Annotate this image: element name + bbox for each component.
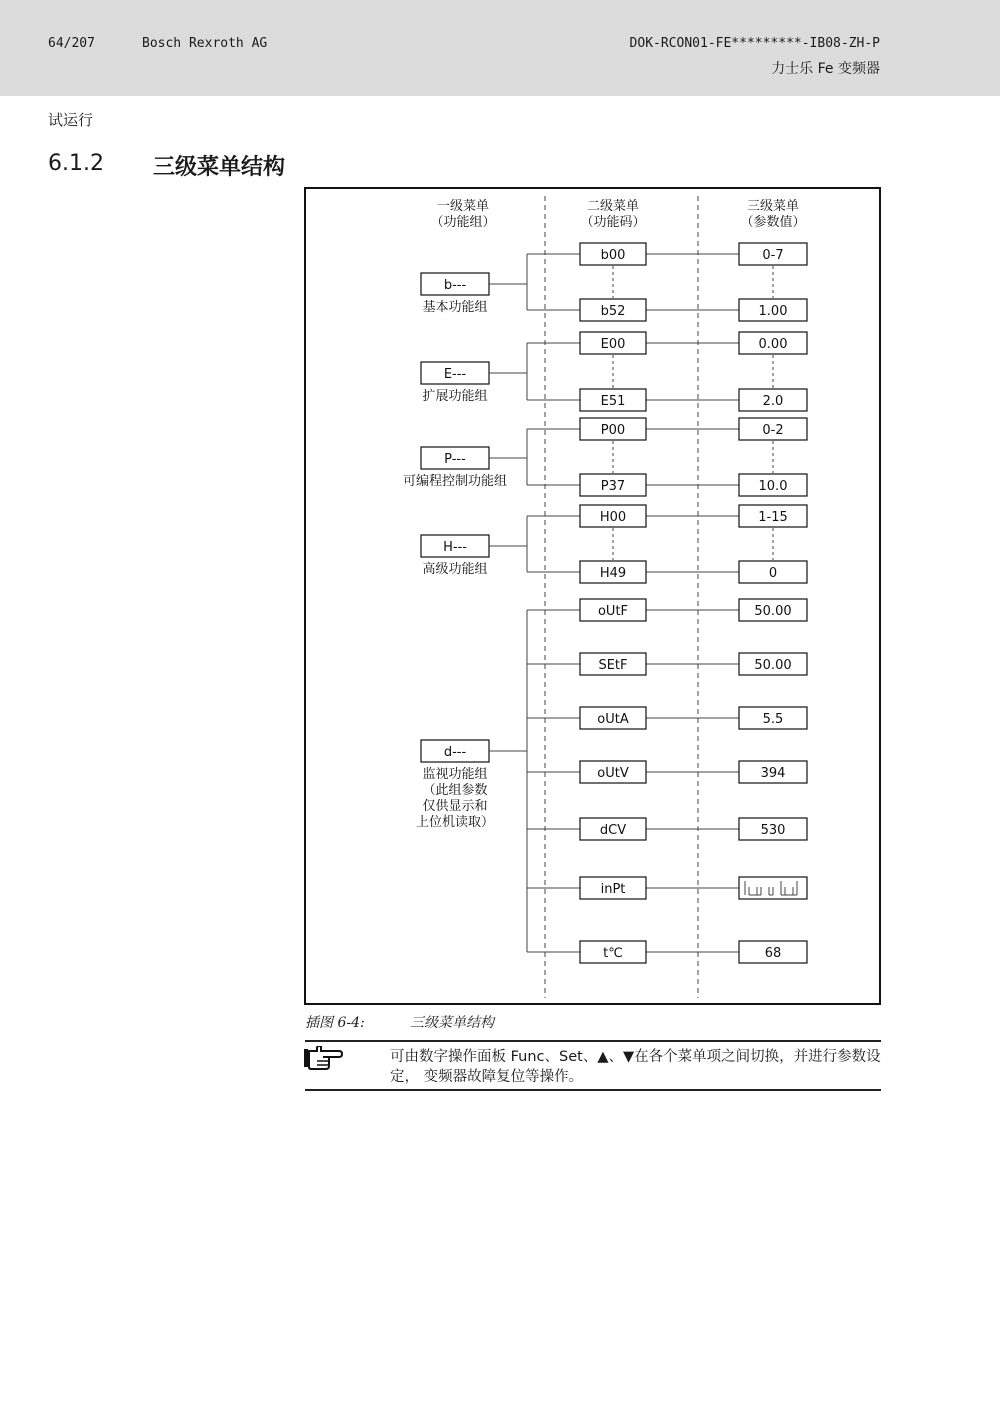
function-code: E51 bbox=[600, 394, 626, 409]
group-code: H--- bbox=[443, 540, 467, 555]
function-code: E00 bbox=[600, 337, 626, 352]
parameter-value: 68 bbox=[764, 946, 782, 961]
group-code: b--- bbox=[443, 278, 467, 293]
parameter-value: 0 bbox=[768, 566, 778, 581]
function-code: b00 bbox=[600, 248, 626, 263]
function-code: dCV bbox=[599, 823, 627, 838]
group-label: 高级功能组 bbox=[422, 562, 488, 577]
note-bottom-rule bbox=[305, 1089, 881, 1091]
group-label: 基本功能组 bbox=[422, 300, 488, 315]
function-code: inPt bbox=[600, 882, 626, 897]
group-label: 监视功能组 bbox=[422, 767, 488, 782]
parameter-value: 1.00 bbox=[758, 304, 788, 319]
section-number: 6.1.2 bbox=[48, 151, 104, 176]
function-code: P37 bbox=[600, 479, 626, 494]
col1-header-subtitle: （功能组） bbox=[430, 215, 496, 230]
figure-caption-title: 三级菜单结构 bbox=[410, 1015, 494, 1031]
parameter-value: 50.00 bbox=[754, 604, 792, 619]
pointing-hand-icon bbox=[303, 1046, 343, 1070]
document-id: DOK-RCON01-FE*********-IB08-ZH-P bbox=[629, 36, 880, 51]
col3-header-subtitle: （参数值） bbox=[740, 215, 806, 230]
function-code: oUtV bbox=[597, 766, 629, 781]
parameter-value: 0-7 bbox=[762, 248, 784, 263]
col1-header-title: 一级菜单 bbox=[436, 199, 490, 214]
group-label: 可编程控制功能组 bbox=[402, 474, 508, 489]
parameter-value: 10.0 bbox=[758, 479, 788, 494]
company-name: Bosch Rexroth AG bbox=[142, 36, 268, 51]
function-code: b52 bbox=[600, 304, 626, 319]
parameter-value: 0.00 bbox=[758, 337, 788, 352]
section-title: 三级菜单结构 bbox=[153, 155, 286, 180]
function-code: t℃ bbox=[603, 946, 623, 961]
group-label: 上位机读取） bbox=[415, 815, 495, 830]
product-name: 力士乐 Fe 变频器 bbox=[771, 61, 880, 77]
parameter-value: 5.5 bbox=[762, 712, 784, 727]
group-label: （此组参数 bbox=[422, 783, 488, 798]
group-label: 仅供显示和 bbox=[422, 799, 488, 814]
note-top-rule bbox=[305, 1040, 881, 1042]
parameter-value: 50.00 bbox=[754, 658, 792, 673]
function-code: oUtF bbox=[597, 604, 629, 619]
page-number: 64/207 bbox=[48, 36, 95, 51]
col2-header-subtitle: （功能码） bbox=[580, 215, 646, 230]
function-code: SEtF bbox=[598, 658, 628, 673]
figure-caption-number: 插图 6-4: bbox=[305, 1015, 365, 1031]
function-code: H00 bbox=[599, 510, 627, 525]
function-code: H49 bbox=[599, 566, 627, 581]
function-code: P00 bbox=[600, 423, 626, 438]
parameter-value: 530 bbox=[760, 823, 786, 838]
parameter-value: 394 bbox=[760, 766, 786, 781]
parameter-value: 0-2 bbox=[762, 423, 784, 438]
group-code: d--- bbox=[443, 745, 467, 760]
parameter-value: 1-15 bbox=[758, 510, 788, 525]
group-code: P--- bbox=[444, 452, 466, 467]
function-code: oUtA bbox=[597, 712, 629, 727]
group-label: 扩展功能组 bbox=[422, 389, 488, 404]
parameter-value: 2.0 bbox=[762, 394, 784, 409]
col2-header-title: 二级菜单 bbox=[586, 199, 640, 214]
col3-header-title: 三级菜单 bbox=[746, 199, 800, 214]
section-label: 试运行 bbox=[48, 111, 94, 129]
note-text: 可由数字操作面板 Func、Set、▲、▼在各个菜单项之间切换，并进行参数设定， 变频器故障复位等操作。 bbox=[390, 1049, 881, 1085]
group-code: E--- bbox=[443, 367, 467, 382]
